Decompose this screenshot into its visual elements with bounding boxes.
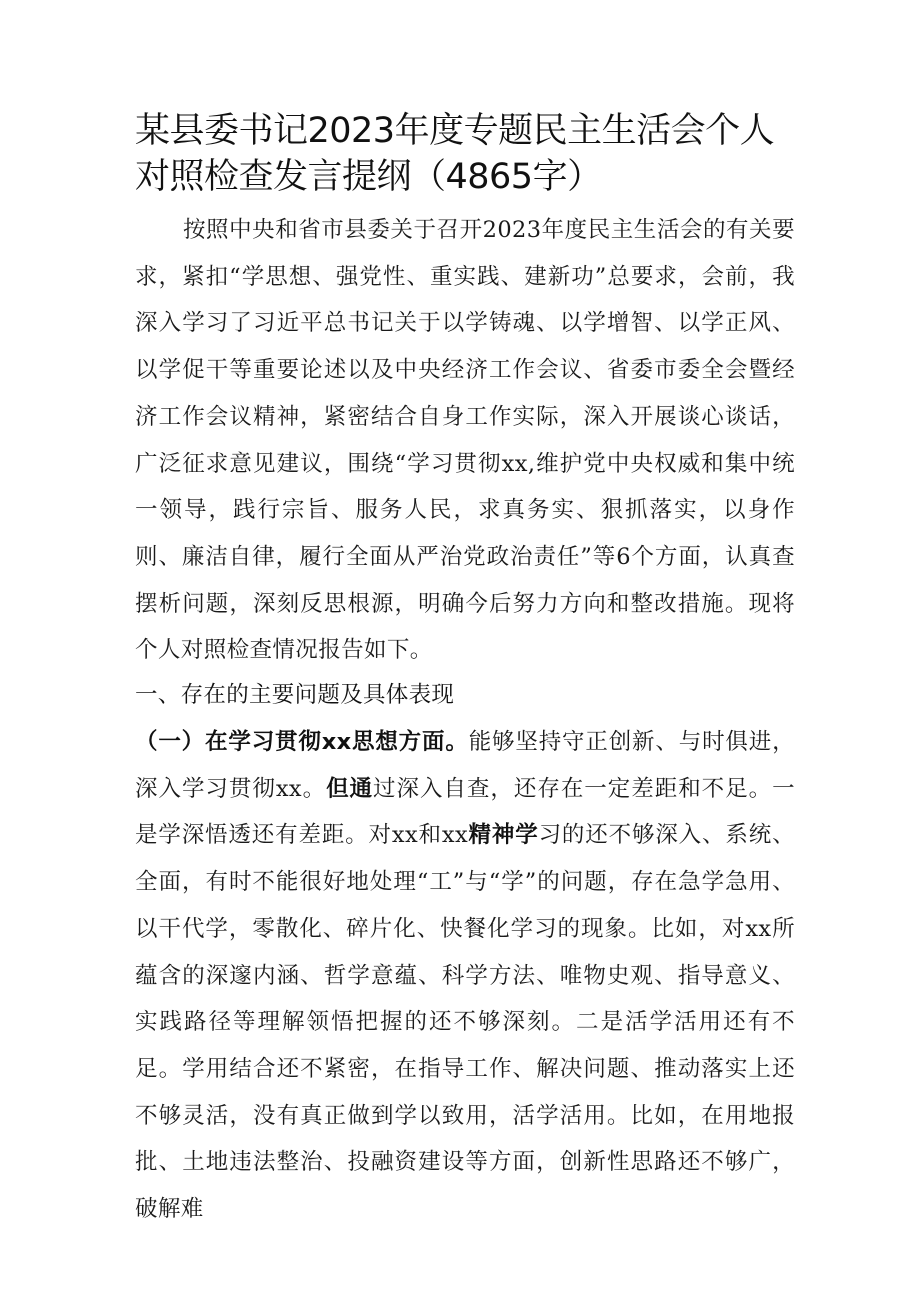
section-heading: 一、存在的主要问题及具体表现 — [135, 682, 455, 708]
subsection-heading: （一）在学习贯彻xx思想方面。 — [135, 729, 469, 755]
document-title: 某县委书记2023年度专题民主生活会个人对照检查发言提纲（4865字） — [135, 111, 775, 197]
emphasis-text: 但通 — [326, 775, 374, 802]
paragraph-text: 能够坚持守正创新、与时俱进，深入学习贯彻xx。 — [135, 729, 795, 802]
paragraph-text: 过深入自查，还存在一定差距和不足。一是学深悟透还有差距。对xx和xx — [135, 775, 795, 849]
paragraph-text: 习的还不够深入、系统、全面，有时不能很好地处理“工”与“学”的问题，存在急学急用、以干代学，零散化、碎片化、快餐化学习的现象。比如，对xx所蕴含的深邃内涵、哲学意蕴、科学方法、唯物史观、指导意义、实践路径等理解领悟把握的还不够深刻。二是活学活用还有不足。学用结合还不紧密，在指导工作、解决问题、推动落实上还不够灵活，没有真正做到学以致用，活学活用。比如，在用地报批、土地违法整治、投融资建设等方面，创新性思路还不够广，破解难 — [135, 822, 795, 1223]
emphasis-text: 精神学 — [468, 822, 539, 849]
body-paragraph — [135, 719, 795, 1233]
intro-paragraph: 按照中央和省市县委关于召开2023年度民主生活会的有关要求，紧扣“学思想、强党性、重实践、建新功”总要求，会前，我深入学习了习近平总书记关于以学铸魂、以学增智、以学正风、以学促干等重要论述以及中央经济工作会议、省委市委全会暨经济工作会议精神，紧密结合自身工作实际，深入开展谈心谈话，广泛征求意见建议，围绕“学习贯彻xx,维护党中央权威和集中统一领导，践行宗旨、服务人民，求真务实、狠抓落实，以身作则、廉洁自律，履行全面从严治党政治责任”等6个方面，认真查摆析问题，深刻反思根源，明确今后努力方向和整改措施。现将个人对照检查情况报告如下。 — [135, 217, 795, 664]
